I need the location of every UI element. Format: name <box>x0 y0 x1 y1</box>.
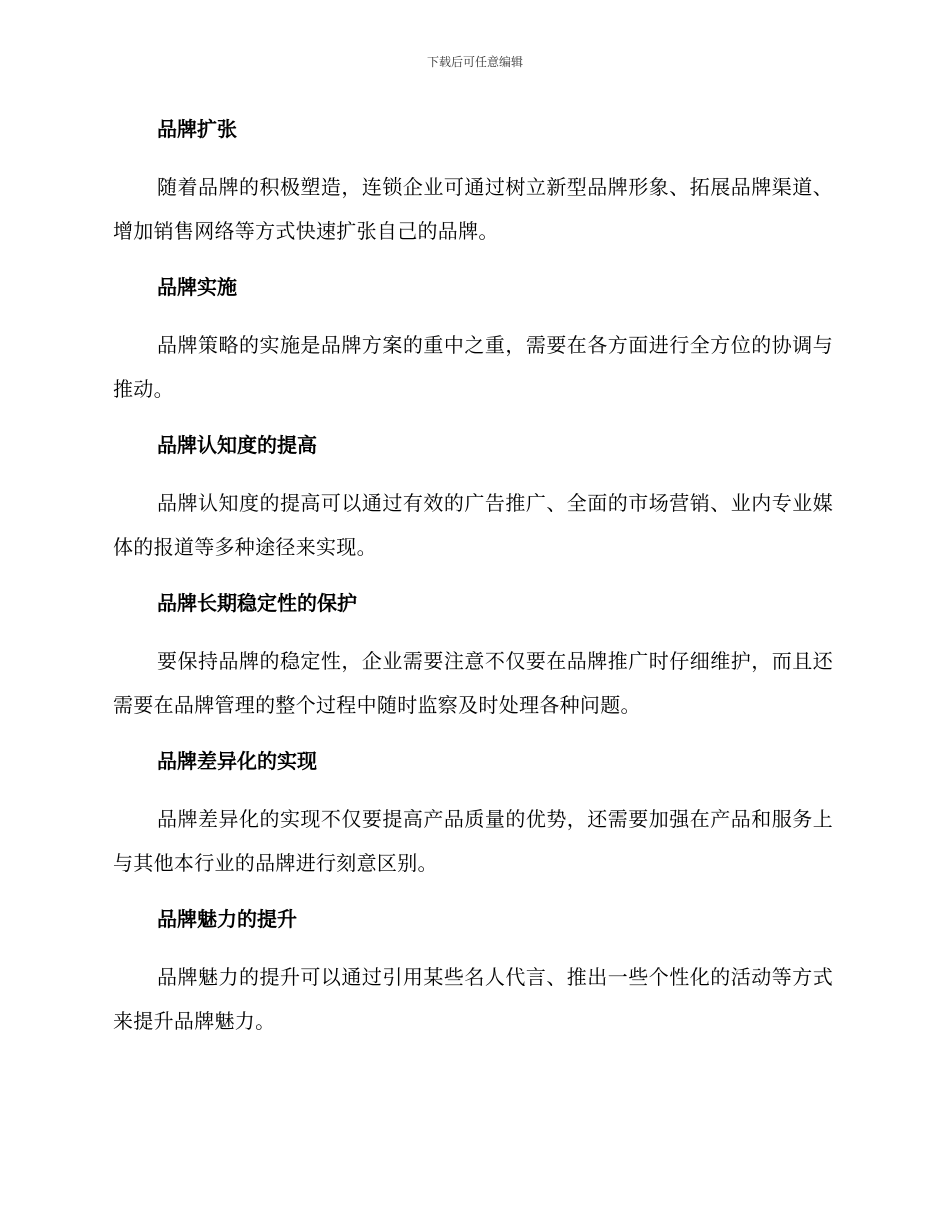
section-paragraph: 随着品牌的积极塑造，连锁企业可通过树立新型品牌形象、拓展品牌渠道、增加销售网络等方式快速扩张自己的品牌。 <box>113 175 833 243</box>
section-paragraph: 品牌策略的实施是品牌方案的重中之重，需要在各方面进行全方位的协调与推动。 <box>113 333 833 401</box>
section-heading: 品牌魅力的提升 <box>157 907 297 931</box>
section-heading: 品牌认知度的提高 <box>157 433 317 457</box>
section-heading: 品牌扩张 <box>157 117 237 141</box>
section-heading: 品牌实施 <box>157 275 237 299</box>
page-header: 下载后可任意编辑 <box>426 55 523 69</box>
section-brand-awareness <box>113 428 833 569</box>
section-brand-differentiation <box>113 744 833 885</box>
section-brand-implementation <box>113 270 833 411</box>
section-paragraph: 品牌认知度的提高可以通过有效的广告推广、全面的市场营销、业内专业媒体的报道等多种途径来实现。 <box>113 491 833 559</box>
section-heading: 品牌长期稳定性的保护 <box>157 591 357 615</box>
section-brand-charm <box>113 902 833 1043</box>
section-paragraph: 品牌魅力的提升可以通过引用某些名人代言、推出一些个性化的活动等方式来提升品牌魅力。 <box>113 965 833 1033</box>
section-brand-stability <box>113 586 833 727</box>
section-brand-expansion <box>113 112 833 253</box>
section-paragraph: 品牌差异化的实现不仅要提高产品质量的优势，还需要加强在产品和服务上与其他本行业的品牌进行刻意区别。 <box>113 807 833 875</box>
section-paragraph: 要保持品牌的稳定性，企业需要注意不仅要在品牌推广时仔细维护，而且还需要在品牌管理的整个过程中随时监察及时处理各种问题。 <box>113 649 833 717</box>
section-heading: 品牌差异化的实现 <box>157 749 317 773</box>
document-body <box>113 112 833 1060</box>
